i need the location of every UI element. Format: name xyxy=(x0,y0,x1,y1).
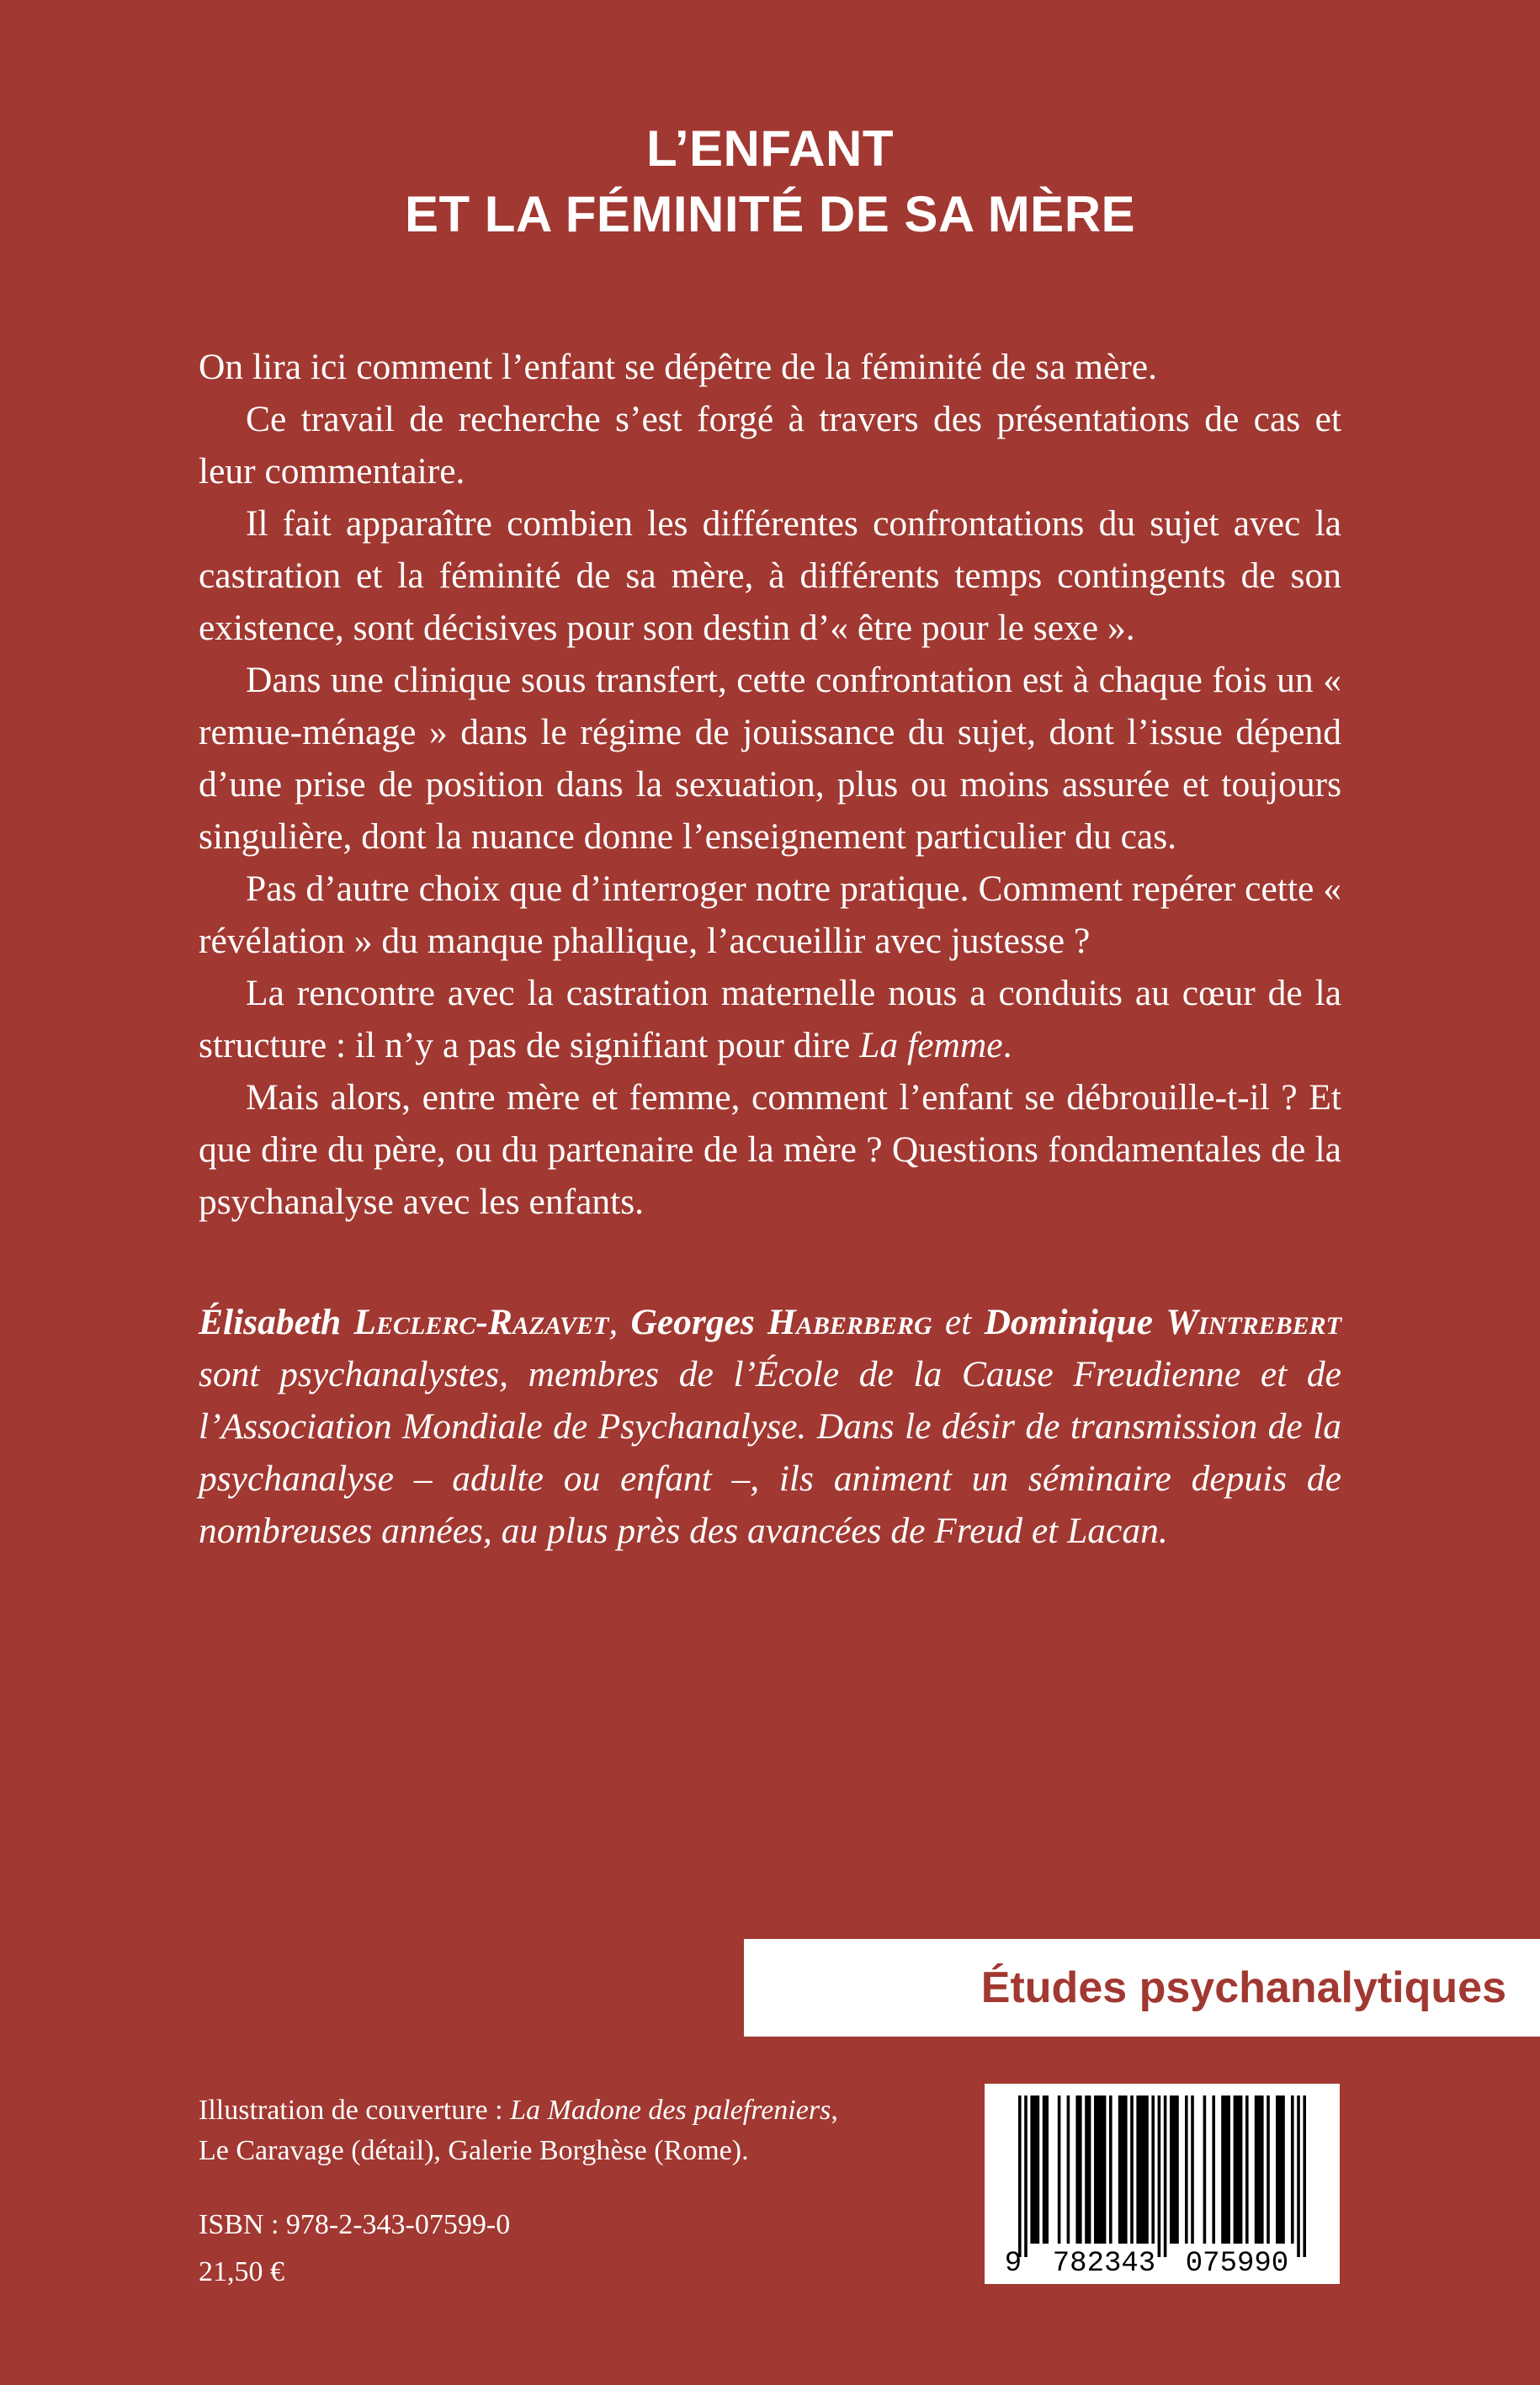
barcode-bar xyxy=(1185,2096,1188,2244)
summary-paragraph-3: Il fait apparaître combien les différentes confrontations du sujet avec la castration et la féminité de sa mère, à différents temps contingents de son existence, sont décisives pour son destin d’« être pour le sexe ». xyxy=(199,503,1341,648)
credit-line-2: Le Caravage (détail), Galerie Borghèse (Rome). xyxy=(199,2135,749,2166)
credit-suffix: , xyxy=(831,2095,838,2126)
barcode-bar xyxy=(1203,2096,1207,2244)
author-2-first-name: Georges xyxy=(630,1302,755,1342)
barcode-bar xyxy=(1221,2096,1230,2244)
barcode-bar xyxy=(1151,2096,1155,2244)
summary-paragraph-2: Ce travail de recherche s’est forgé à travers des présentations de cas et leur commentaire. xyxy=(199,399,1341,491)
price-label: 21,50 € xyxy=(199,2256,284,2287)
credit-prefix: Illustration de couverture : xyxy=(199,2095,511,2126)
barcode-bar xyxy=(1170,2096,1179,2244)
author-1-first-name: Élisabeth xyxy=(199,1302,342,1342)
barcode-bar xyxy=(1058,2096,1061,2244)
barcode-bar xyxy=(1109,2096,1113,2244)
summary-paragraph-6 xyxy=(199,967,1341,1071)
book-title xyxy=(0,116,1540,247)
credit-line-1 xyxy=(199,2090,939,2131)
cover-illustration-credit xyxy=(199,2090,939,2171)
author-separator-1: , xyxy=(608,1302,631,1342)
barcode-bar xyxy=(1191,2096,1194,2244)
summary-paragraph-7: Mais alors, entre mère et femme, comment l’enfant se débrouille-t-il ? Et que dire du père, ou du partenaire de la mère ? Questions fondamentales de la psychanalyse avec les enfants. xyxy=(199,1077,1341,1222)
barcode-bar xyxy=(1118,2096,1128,2244)
barcode-bar xyxy=(1291,2096,1294,2244)
series-title: Études psychanalytiques xyxy=(980,1963,1506,2012)
author-1-last-name: Leclerc-Razavet xyxy=(353,1302,609,1342)
barcode-bar xyxy=(1018,2096,1022,2257)
author-3-first-name: Dominique xyxy=(984,1302,1154,1342)
barcode-bar xyxy=(1094,2096,1106,2244)
title-line-1: L’ENFANT xyxy=(645,120,894,177)
summary-paragraph-6-text: La rencontre avec la castration maternelle nous a conduits au cœur de la structure : il n’y a pas de signifiant pour dire xyxy=(199,973,1341,1065)
barcode-bar xyxy=(1297,2096,1300,2257)
summary-paragraph-6-italic: La femme xyxy=(859,1025,1003,1065)
barcode-bar xyxy=(1085,2096,1091,2244)
barcode-bar xyxy=(1303,2096,1306,2257)
back-cover-summary xyxy=(199,341,1341,1228)
barcode-bar xyxy=(1234,2096,1243,2244)
summary-paragraph-1: On lira ici comment l’enfant se dépêtre de la féminité de sa mère. xyxy=(199,347,1157,387)
barcode-bar xyxy=(1024,2096,1028,2257)
author-bio xyxy=(199,1296,1341,1557)
author-3-last-name: Wintrebert xyxy=(1166,1302,1342,1342)
barcode-bar xyxy=(1255,2096,1264,2244)
barcode-bar xyxy=(1276,2096,1285,2244)
barcode-graphic xyxy=(985,2084,1340,2284)
barcode-bar xyxy=(1067,2096,1070,2244)
barcode-bar xyxy=(1245,2096,1249,2244)
barcode-right-digits: 075990 xyxy=(1185,2248,1289,2280)
title-line-2: ET LA FÉMINITÉ DE SA MÈRE xyxy=(404,186,1136,242)
barcode-left-digits: 782343 xyxy=(1052,2248,1156,2280)
barcode-bar xyxy=(1075,2096,1081,2244)
barcode-bar xyxy=(1130,2096,1134,2244)
summary-paragraph-6-end: . xyxy=(1002,1025,1012,1065)
author-separator-2: et xyxy=(932,1302,985,1342)
author-bio-text: sont psychanalystes, membres de l’École de la Cause Freudienne et de l’Association Mondiale de Psychanalyse. Dans le désir de transmission de la psychanalyse – adulte ou enfant –, ils animent un séminaire depuis de nombreuses années, au plus près des avancées de Freud et Lacan. xyxy=(199,1354,1341,1551)
barcode-bar xyxy=(1158,2096,1161,2257)
barcode-bar xyxy=(1136,2096,1148,2244)
summary-paragraph-5: Pas d’autre choix que d’interroger notre pratique. Comment repérer cette « révélation » du manque phallique, l’accueillir avec justesse ? xyxy=(199,868,1341,961)
barcode xyxy=(985,2084,1340,2284)
summary-paragraph-4: Dans une clinique sous transfert, cette confrontation est à chaque fois un « remue-ménage » dans le régime de jouissance du sujet, dont l’issue dépend d’une prise de position dans la sexuation, plus ou moins assurée et toujours singulière, dont la nuance donne l’enseignement particulier du cas. xyxy=(199,660,1341,857)
series-banner xyxy=(744,1939,1540,2037)
barcode-bar xyxy=(1043,2096,1049,2244)
barcode-first-digit: 9 xyxy=(1004,2248,1022,2280)
credit-artwork-title: La Madone des palefreniers xyxy=(510,2095,831,2126)
barcode-bar xyxy=(1212,2096,1215,2244)
barcode-bars xyxy=(1018,2096,1306,2257)
barcode-bar xyxy=(1030,2096,1039,2244)
barcode-bar xyxy=(1164,2096,1167,2257)
barcode-bar xyxy=(1267,2096,1270,2244)
isbn-label: ISBN : 978-2-343-07599-0 xyxy=(199,2209,511,2240)
author-2-last-name: Haberberg xyxy=(767,1302,932,1342)
